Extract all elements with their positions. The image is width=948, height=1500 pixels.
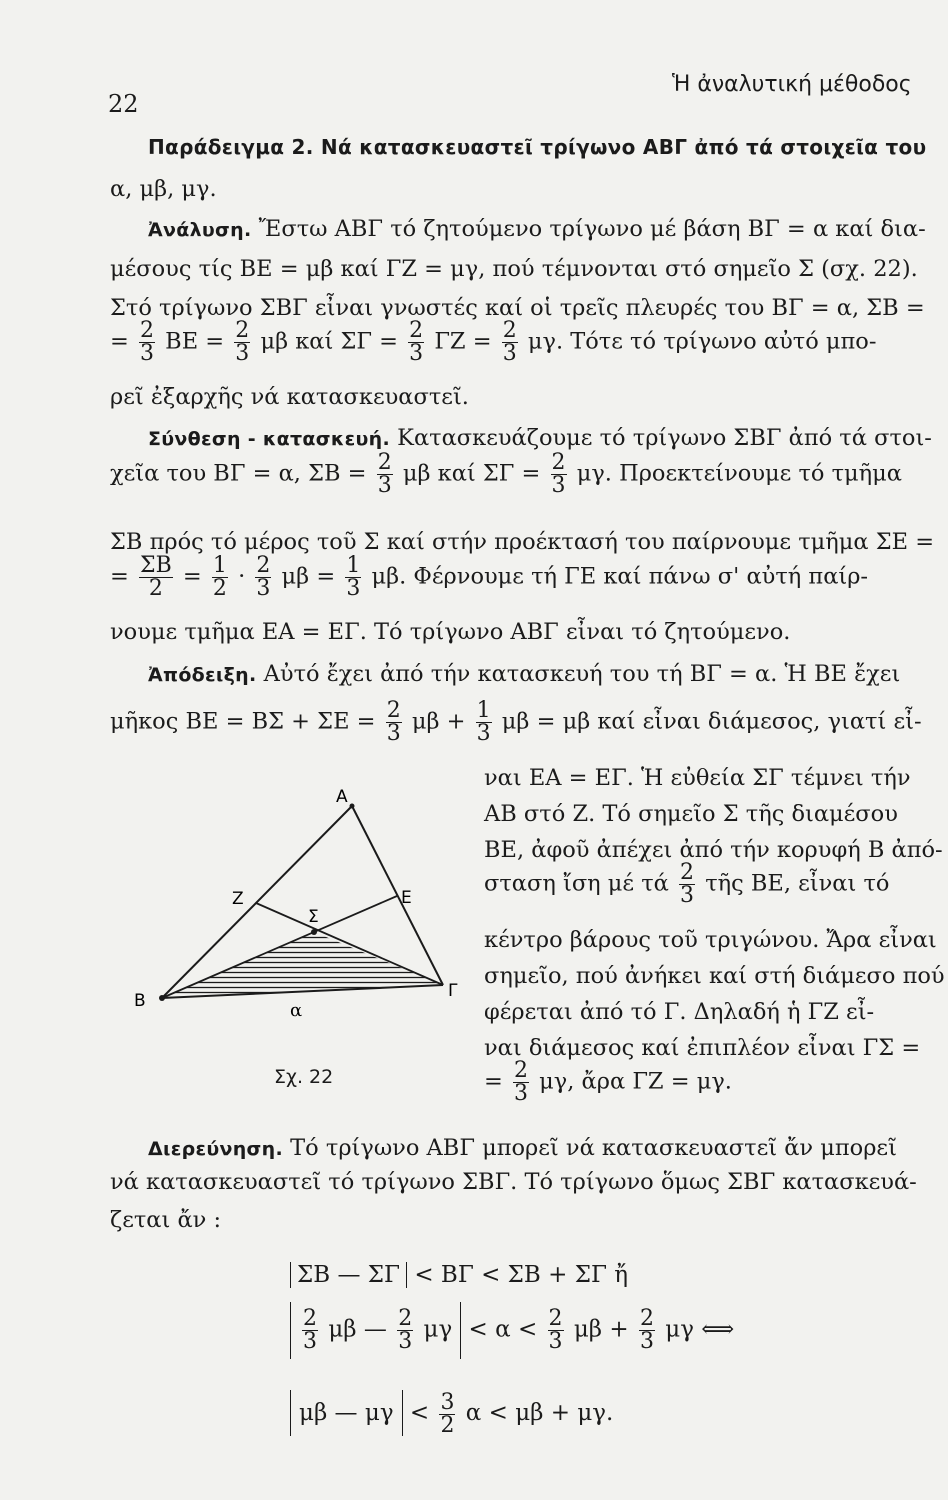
synthesis-line-3: ΣΒ πρός τό μέρος τοῦ Σ καί στήν προέκτασή του παίρνουμε τμῆμα ΣΕ = [110, 529, 935, 555]
proof-label: Ἀπόδειξη. [148, 664, 257, 686]
investigation-line-2: νά κατασκευαστεῖ τό τρίγωνο ΣΒΓ. Τό τρίγωνο ὅμως ΣΒΓ κατασκευά- [110, 1169, 917, 1195]
synthesis-label: Σύνθεση - κατασκευή. [148, 428, 390, 450]
running-title: Ἡ ἀναλυτική μέθοδος [672, 72, 912, 97]
label-E: Ε [401, 888, 412, 908]
investigation-label: Διερεύνηση. [148, 1138, 284, 1160]
inequality-1: ΣΒ — ΣΓ < ΒΓ < ΣΒ + ΣΓ ἤ [290, 1262, 628, 1288]
proof-right-6: σημεῖο, πού ἀνήκει καί στή διάμεσο πού [484, 963, 945, 989]
point-A [350, 804, 355, 809]
analysis-line-1: Ἀνάλυση. Ἔστω ΑΒΓ τό ζητούμενο τρίγωνο μέ βάση ΒΓ = α καί δια- [148, 216, 926, 242]
example-heading: Παράδειγμα 2. Νά κατασκευαστεῖ τρίγωνο ΑΒΓ ἀπό τά στοιχεῖα του [148, 135, 927, 159]
label-a: α [290, 1000, 303, 1021]
analysis-line-5: ρεῖ ἐξαρχῆς νά κατασκευαστεῖ. [110, 384, 469, 410]
proof-right-9: = $\frac{2}{3}$ μγ, ἄρα ΓΖ = μγ. [484, 1058, 732, 1106]
proof-line-2: μῆκος ΒΕ = ΒΣ + ΣΕ = $\frac{2}{3}$ μβ + $\frac{1}{3}$ μβ = μβ καί εἶναι διάμεσος, γιατί εἶ- [110, 698, 922, 746]
hatched-triangle-SBG [162, 932, 443, 998]
label-G: Γ [448, 981, 458, 1001]
example-elements: α, μβ, μγ. [110, 176, 217, 202]
proof-right-1: ναι ΕΑ = ΕΓ. Ἡ εὐθεία ΣΓ τέμνει τήν [484, 765, 911, 791]
label-A: Α [336, 787, 348, 807]
fraction-two-thirds: $\frac{2}{3}$ [140, 318, 155, 366]
label-B: Β [134, 991, 146, 1011]
investigation-line-1: Διερεύνηση. Τό τρίγωνο ΑΒΓ μπορεῖ νά κατασκευαστεῖ ἄν μπορεῖ [148, 1135, 897, 1161]
proof-right-2: ΑΒ στό Ζ. Τό σημεῖο Σ τῆς διαμέσου [484, 801, 898, 827]
label-S: Σ [308, 907, 319, 927]
point-B [159, 995, 165, 1001]
synthesis-line-4: = $\frac{\Sigma B}{2}$ = $\frac{1}{2}$ · $\frac{2}{3}$ μβ = $\frac{1}{3}$ μβ. Φέρνουμε τή ΓΕ καί πάνω σ' αὐτή παίρ- [110, 553, 869, 601]
investigation-line-3: ζεται ἄν : [110, 1207, 222, 1233]
analysis-line-4: = $\frac{2}{3}$ ΒΕ = $\frac{2}{3}$ μβ καί ΣΓ = $\frac{2}{3}$ ΓΖ = $\frac{2}{3}$ μγ. Τότε τό τρίγωνο αὐτό μπο- [110, 318, 877, 366]
synthesis-line-5: νουμε τμῆμα ΕΑ = ΕΓ. Τό τρίγωνο ΑΒΓ εἶναι τό ζητούμενο. [110, 619, 791, 645]
label-Z: Ζ [232, 889, 244, 909]
proof-right-5: κέντρο βάρους τοῦ τριγώνου. Ἄρα εἶναι [484, 927, 937, 953]
synthesis-line-2: χεῖα του ΒΓ = α, ΣΒ = $\frac{2}{3}$ μβ καί ΣΓ = $\frac{2}{3}$ μγ. Προεκτείνουμε τό τμῆμα [110, 450, 902, 498]
proof-right-3: ΒΕ, ἀφοῦ ἀπέχει ἀπό τήν κορυφή Β ἀπό- [484, 837, 943, 863]
analysis-label: Ἀνάλυση. [148, 219, 252, 241]
point-S [311, 929, 317, 935]
synthesis-line-1: Σύνθεση - κατασκευή. Κατασκευάζουμε τό τρίγωνο ΣΒΓ ἀπό τά στοι- [148, 425, 932, 451]
inequality-2: $\frac{2}{3}$ μβ — $\frac{2}{3}$ μγ < α < $\frac{2}{3}$ μβ + $\frac{2}{3}$ μγ ⟺ [290, 1302, 734, 1359]
proof-line-1: Ἀπόδειξη. Αὐτό ἔχει ἀπό τήν κατασκευή του τή ΒΓ = α. Ἡ ΒΕ ἔχει [148, 661, 901, 687]
figure-caption: Σχ. 22 [274, 1066, 334, 1088]
page-number: 22 [108, 90, 139, 118]
inequality-3: μβ — μγ < $\frac{3}{2}$ α < μβ + μγ. [290, 1390, 613, 1437]
proof-right-8: ναι διάμεσος καί ἐπιπλέον εἶναι ΓΣ = [484, 1035, 921, 1061]
proof-right-7: φέρεται ἀπό τό Γ. Δηλαδή ἡ ΓΖ εἶ- [484, 999, 875, 1025]
analysis-line-2: μέσους τίς ΒΕ = μβ καί ΓΖ = μγ, πού τέμνονται στό σημεῖο Σ (σχ. 22). [110, 256, 918, 282]
triangle-figure [120, 770, 480, 1050]
analysis-line-3: Στό τρίγωνο ΣΒΓ εἶναι γνωστές καί οἱ τρεῖς πλευρές του ΒΓ = α, ΣΒ = [110, 295, 925, 321]
proof-right-4: σταση ἴση μέ τά $\frac{2}{3}$ τῆς ΒΕ, εἶναι τό [484, 860, 890, 908]
